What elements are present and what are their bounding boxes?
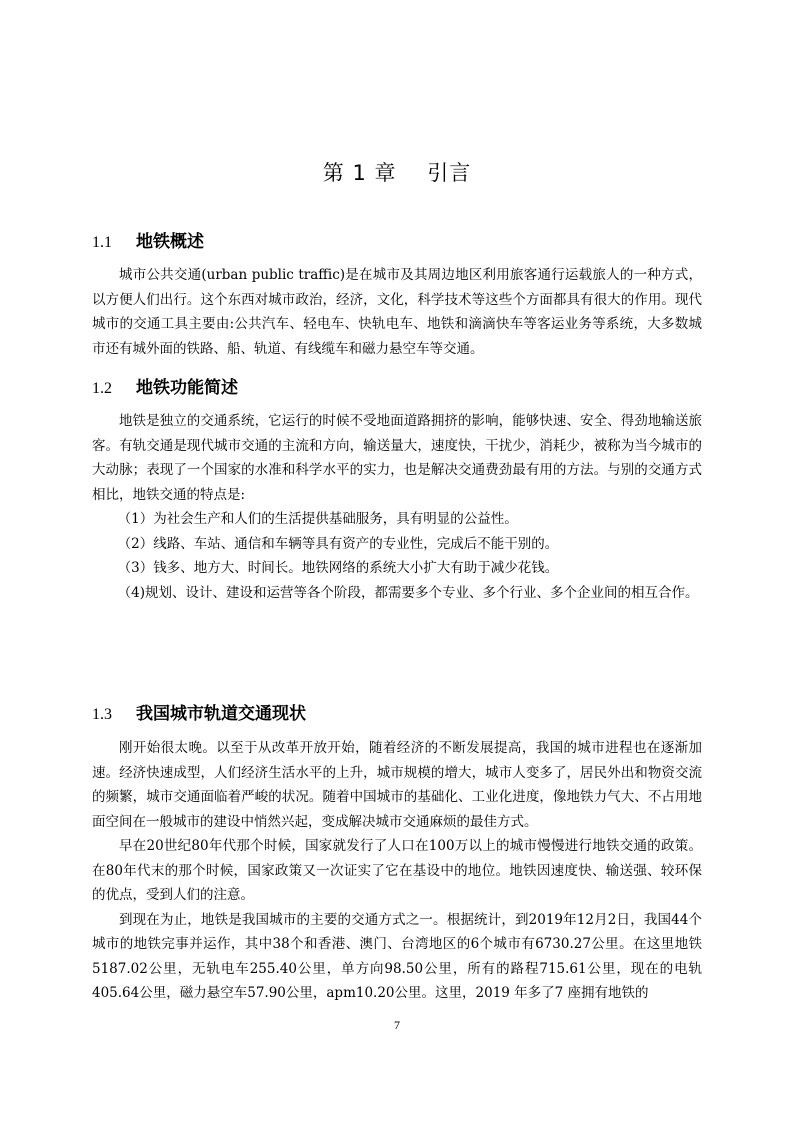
section-number: 1.2 [92, 380, 112, 397]
list-item: （3）钱多、地方大、时间长。地铁网络的系统大小扩大有助于减少花钱。 [117, 560, 559, 576]
section-title: 地铁概述 [136, 232, 204, 252]
list-item: （1）为社会生产和人们的生活提供基础服务，具有明显的公益性。 [117, 511, 518, 527]
section-title: 我国城市轨道交通现状 [136, 704, 306, 724]
paragraph: 早在20世纪80年代那个时候，国家就发行了人口在100万以上的城市慢慢进行地铁交通的政策。在80年代末的那个时候，国家政策又一次证实了它在基设中的地位。地铁因速度快、输送强、较环保的优点，受到人们的注意。 [92, 838, 702, 903]
section-number: 1.3 [92, 706, 112, 723]
chapter-title: 第 1 章 引言 [322, 161, 472, 185]
section-heading-1-2 [92, 376, 238, 401]
paragraph: 地铁是独立的交通系统，它运行的时候不受地面道路拥挤的影响，能够快速、安全、得劲地输送旅客。有轨交通是现代城市交通的主流和方向，输送量大，速度快，干扰少，消耗少，被称为当今城市的大动脉；表现了一个国家的水准和科学水平的实力，也是解决交通费劲最有用的方法。与别的交通方式相比，地铁交通的特点是: [92, 413, 702, 503]
section-1-3-body [92, 736, 702, 1006]
list-item: （2）线路、车站、通信和车辆等具有资产的专业性，完成后不能干别的。 [117, 535, 559, 552]
list-item: （4)规划、设计、建设和运营等各个阶段，都需要多个专业、多个行业、多个企业间的相互合作。 [117, 584, 699, 601]
section-heading-1-1 [92, 230, 204, 255]
section-1-2-body [92, 409, 702, 605]
page-number: 7 [394, 1018, 400, 1032]
section-number: 1.1 [92, 234, 112, 251]
section-1-1-body [92, 263, 702, 361]
section-title: 地铁功能简述 [136, 378, 238, 398]
section-heading-1-3 [92, 702, 306, 727]
paragraph: 到现在为止，地铁是我国城市的主要的交通方式之一。根据统计，到2019年12月2日，我国44个城市的地铁完事并运作，其中38个和香港、澳门、台湾地区的6个城市有6730.27公里。在这里地铁5187.02公里，无轨电车255.40公里，单方向98.50公里，所有的路程715.61公里，现在的电轨405.64公里，磁力悬空车57.90公里，apm10.20公里。这里，2019 年多了7 座拥有地铁的 [92, 911, 702, 1001]
paragraph: 城市公共交通(urban public traffic)是在城市及其周边地区利用旅客通行运载旅人的一种方式，以方便人们出行。这个东西对城市政治，经济，文化，科学技术等这些个方面都具有很大的作用。现代城市的交通工具主要由:公共汽车、轻电车、快轨电车、地铁和滴滴快车等客运业务等系统，大多数城市还有城外面的铁路、船、轨道、有线缆车和磁力悬空车等交通。 [92, 267, 702, 357]
paragraph: 刚开始很太晚。以至于从改革开放开始，随着经济的不断发展提高，我国的城市进程也在逐渐加速。经济快速成型，人们经济生活水平的上升，城市规模的增大，城市人变多了，居民外出和物资交流的频繁，城市交通面临着严峻的状况。随着中国城市的基础化、工业化进度，像地铁力气大、不占用地面空间在一般城市的建设中悄然兴起，变成解决城市交通麻烦的最佳方式。 [92, 740, 702, 830]
